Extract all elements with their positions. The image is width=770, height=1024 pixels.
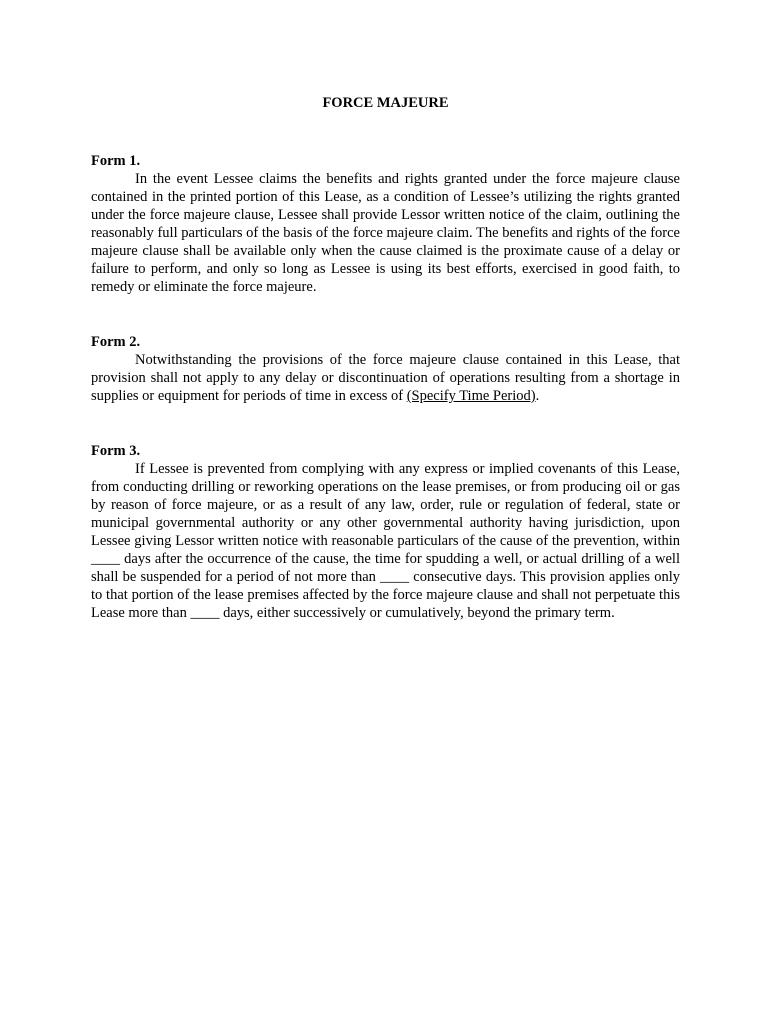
form-2-body [91, 351, 680, 405]
form-2-section [91, 333, 680, 405]
form-1-section [91, 152, 680, 296]
form-3-body: If Lessee is prevented from complying with any express or implied covenants of this Lease, from conducting drilling or reworking operations on the lease premises, or from producing oil or gas by reason of force majeure, or as a result of any law, order, rule or regulation of federal, state or municipal governmental authority or any other governmental authority having jurisdiction, upon Lessee giving Lessor written notice with reasonable particulars of the cause of the prevention, within ____ days after the occurrence of the cause, the time for spudding a well, or actual drilling of a well shall be suspended for a period of not more than ____ consecutive days. This provision applies only to that portion of the lease premises affected by the force majeure clause and shall not perpetuate this Lease more than ____ days, either successively or cumulatively, beyond the primary term. [91, 461, 680, 621]
form-2-body-end: . [535, 388, 540, 404]
document-page [91, 94, 680, 659]
page-title: FORCE MAJEURE [322, 95, 449, 111]
form-3-heading: Form 3. [91, 443, 141, 459]
form-2-body-text: Notwithstanding the provisions of the force majeure clause contained in this Lease, that provision shall not apply to any delay or discontinuation of operations resulting from a shortage in supplies or equipment for periods of time in excess of [91, 352, 680, 404]
form-1-body: In the event Lessee claims the benefits and rights granted under the force majeure clause contained in the printed portion of this Lease, as a condition of Lessee’s utilizing the rights granted under the force majeure clause, Lessee shall provide Lessor written notice of the claim, outlining the reasonably full particulars of the basis of the force majeure claim. The benefits and rights of the force majeure clause shall be available only when the cause claimed is the proximate cause of a delay or failure to perform, and only so long as Lessee is using its best efforts, exercised in good faith, to remedy or eliminate the force majeure. [91, 171, 680, 295]
form-2-heading: Form 2. [91, 334, 141, 350]
form-1-heading: Form 1. [91, 153, 141, 169]
form-3-section [91, 442, 680, 622]
time-period-placeholder: (Specify Time Period) [406, 388, 536, 404]
